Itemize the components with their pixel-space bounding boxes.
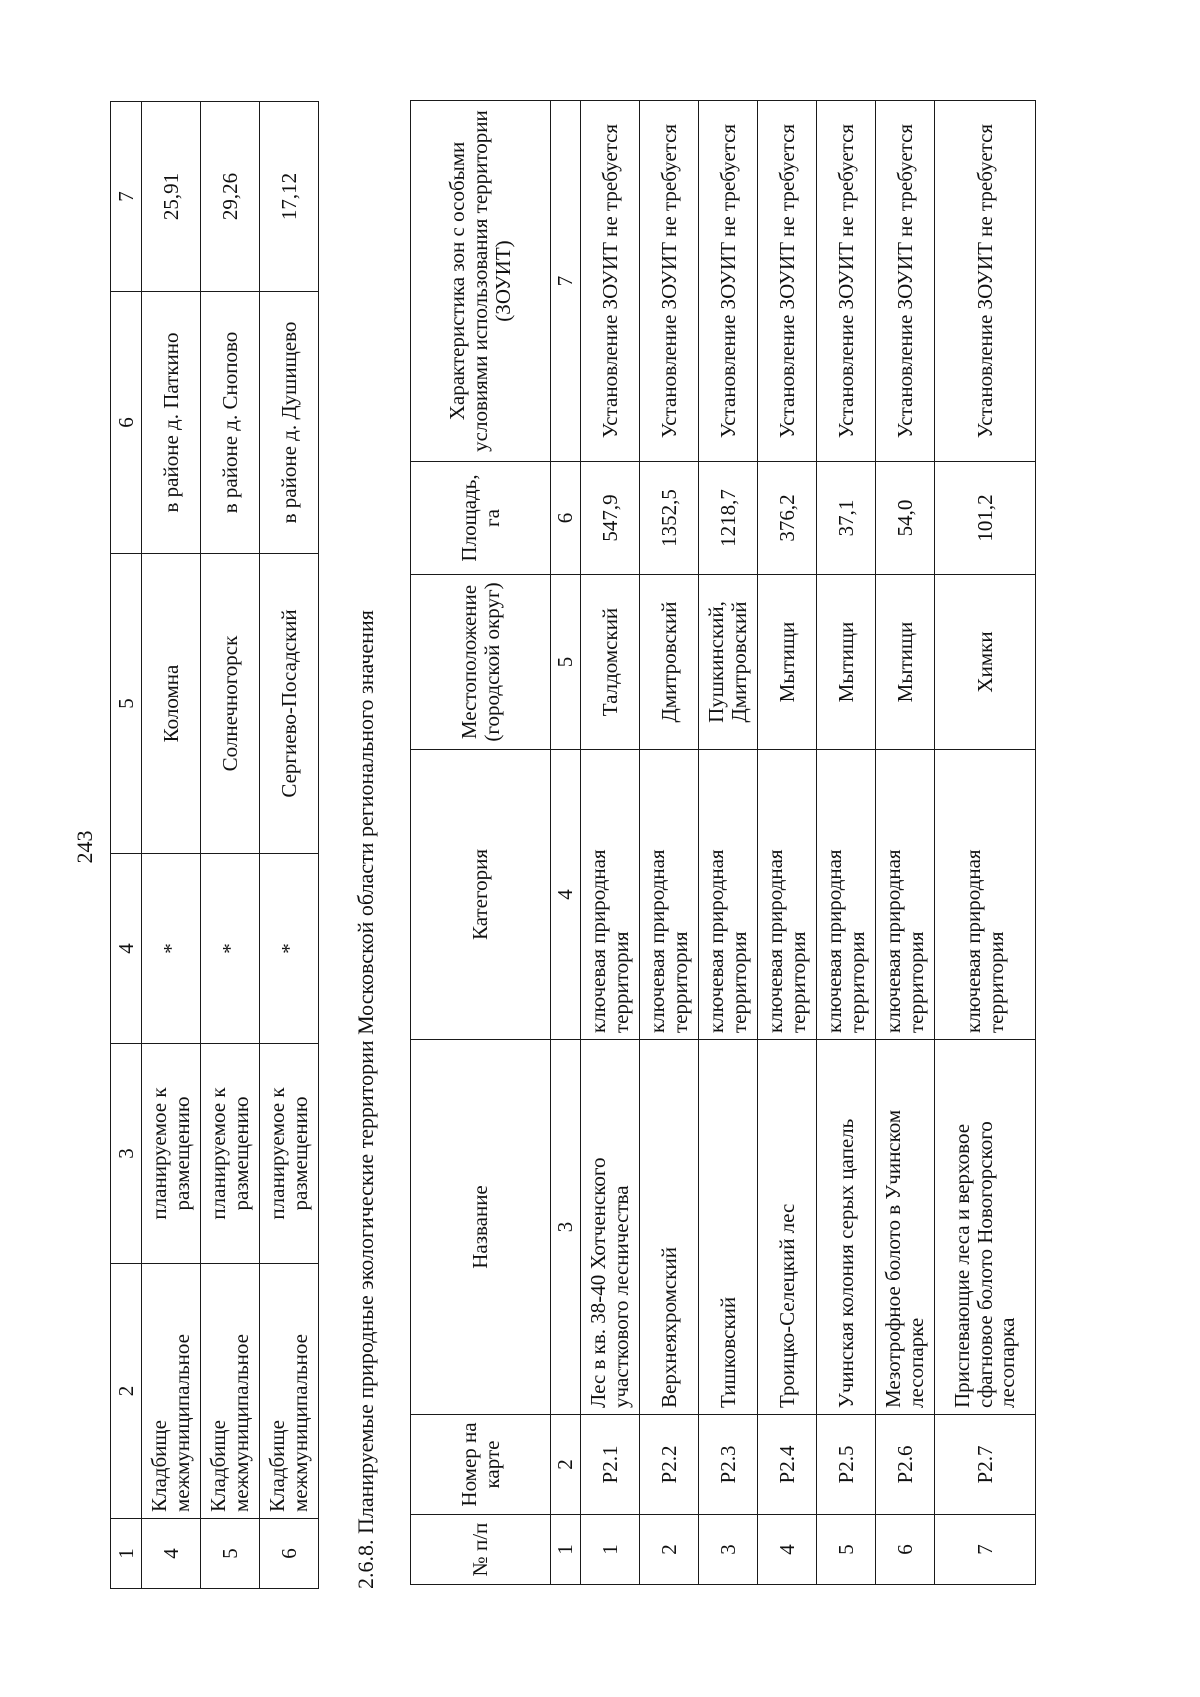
cell-mark: *	[142, 854, 201, 1044]
page-number: 243	[72, 830, 97, 864]
cell-location: Талдомский	[581, 575, 640, 750]
table-row	[758, 101, 817, 1585]
cell-n: 6	[876, 1515, 935, 1585]
column-number: 3	[551, 1040, 581, 1415]
cell-location: Мытищи	[876, 575, 935, 750]
header-category: Категория	[411, 750, 551, 1040]
cell-status: планируемое к размещению	[142, 1044, 201, 1264]
column-numbers-row	[551, 101, 581, 1585]
cell-code: Р2.2	[640, 1415, 699, 1515]
cell-category: ключевая природная территория	[581, 750, 640, 1040]
cell-n: 1	[581, 1515, 640, 1585]
cell-location: Мытищи	[758, 575, 817, 750]
cell-area: 37,1	[817, 462, 876, 575]
cell-code: Р2.7	[935, 1415, 1036, 1515]
cell-location: Пушкинский, Дмитровский	[699, 575, 758, 750]
cell-code: Р2.6	[876, 1415, 935, 1515]
cell-n: 4	[142, 1519, 201, 1589]
cell-category: ключевая природная территория	[699, 750, 758, 1040]
column-number: 6	[551, 462, 581, 575]
cell-location: Солнечногорск	[201, 554, 260, 854]
cell-area: 17,12	[260, 102, 319, 292]
cell-area: 1352,5	[640, 462, 699, 575]
cell-category: ключевая природная территория	[758, 750, 817, 1040]
cell-zouit: Установление ЗОУИТ не требуется	[699, 101, 758, 462]
cell-area: 54,0	[876, 462, 935, 575]
table-row	[142, 102, 201, 1589]
cell-area: 376,2	[758, 462, 817, 575]
top-table-header	[111, 102, 142, 1589]
cell-n: 2	[640, 1515, 699, 1585]
cell-location: Мытищи	[817, 575, 876, 750]
cell-place: в районе д. Снопово	[201, 292, 260, 554]
main-table-header	[411, 101, 551, 1585]
header-num: № п/п	[411, 1515, 551, 1585]
cell-place: в районе д. Душищево	[260, 292, 319, 554]
cell-type: Кладбище межмуниципальное	[260, 1264, 319, 1519]
cell-name: Учинская колония серых цапель	[817, 1040, 876, 1415]
header-zouit: Характеристика зон с особыми условиями использования территории (ЗОУИТ)	[411, 101, 551, 462]
cell-zouit: Установление ЗОУИТ не требуется	[935, 101, 1036, 462]
column-number: 1	[551, 1515, 581, 1585]
section-caption: 2.6.8. Планируемые природные экологические территории Московской области регионального значения	[353, 610, 378, 1589]
cell-location: Химки	[935, 575, 1036, 750]
cell-name: Верхнеяхромский	[640, 1040, 699, 1415]
cell-name: Приспевающие леса и верховое сфагновое болото Новогорского лесопарка	[935, 1040, 1036, 1415]
header-cell: 2	[111, 1264, 142, 1519]
cell-location: Сергиево-Посадский	[260, 554, 319, 854]
cell-area: 29,26	[201, 102, 260, 292]
header-map-num: Номер на карте	[411, 1415, 551, 1515]
header-location: Местоположение (городской округ)	[411, 575, 551, 750]
main-table	[410, 100, 1036, 1585]
cell-code: Р2.4	[758, 1415, 817, 1515]
cell-status: планируемое к размещению	[260, 1044, 319, 1264]
cell-n: 3	[699, 1515, 758, 1585]
header-cell: 1	[111, 1519, 142, 1589]
cell-zouit: Установление ЗОУИТ не требуется	[581, 101, 640, 462]
cell-category: ключевая природная территория	[935, 750, 1036, 1040]
cell-n: 6	[260, 1519, 319, 1589]
header-area: Площадь, га	[411, 462, 551, 575]
cell-code: Р2.1	[581, 1415, 640, 1515]
top-table	[110, 101, 319, 1589]
column-number: 2	[551, 1415, 581, 1515]
cell-category: ключевая природная территория	[640, 750, 699, 1040]
cell-location: Дмитровский	[640, 575, 699, 750]
cell-status: планируемое к размещению	[201, 1044, 260, 1264]
cell-area: 547,9	[581, 462, 640, 575]
cell-area: 101,2	[935, 462, 1036, 575]
cell-name: Мезотрофное болото в Учинском лесопарке	[876, 1040, 935, 1415]
cell-zouit: Установление ЗОУИТ не требуется	[758, 101, 817, 462]
cell-place: в районе д. Паткино	[142, 292, 201, 554]
header-cell: 4	[111, 854, 142, 1044]
table-row	[699, 101, 758, 1585]
cell-n: 5	[817, 1515, 876, 1585]
header-name: Название	[411, 1040, 551, 1415]
cell-code: Р2.5	[817, 1415, 876, 1515]
cell-type: Кладбище межмуниципальное	[142, 1264, 201, 1519]
table-row	[817, 101, 876, 1585]
header-cell: 6	[111, 292, 142, 554]
column-number: 5	[551, 575, 581, 750]
cell-name: Тишковский	[699, 1040, 758, 1415]
cell-area: 25,91	[142, 102, 201, 292]
cell-area: 1218,7	[699, 462, 758, 575]
cell-category: ключевая природная территория	[876, 750, 935, 1040]
table-row	[640, 101, 699, 1585]
cell-code: Р2.3	[699, 1415, 758, 1515]
cell-n: 5	[201, 1519, 260, 1589]
table-row	[581, 101, 640, 1585]
header-cell: 7	[111, 102, 142, 292]
cell-n: 7	[935, 1515, 1036, 1585]
cell-zouit: Установление ЗОУИТ не требуется	[817, 101, 876, 462]
cell-n: 4	[758, 1515, 817, 1585]
table-row	[201, 102, 260, 1589]
cell-category: ключевая природная территория	[817, 750, 876, 1040]
cell-zouit: Установление ЗОУИТ не требуется	[640, 101, 699, 462]
table-row	[876, 101, 935, 1585]
cell-mark: *	[260, 854, 319, 1044]
column-number: 4	[551, 750, 581, 1040]
table-row	[260, 102, 319, 1589]
header-cell: 3	[111, 1044, 142, 1264]
cell-name: Лес в кв. 38-40 Хотченского участкового лесничества	[581, 1040, 640, 1415]
header-cell: 5	[111, 554, 142, 854]
column-number: 7	[551, 101, 581, 462]
cell-location: Коломна	[142, 554, 201, 854]
cell-name: Троицко-Селецкий лес	[758, 1040, 817, 1415]
cell-type: Кладбище межмуниципальное	[201, 1264, 260, 1519]
cell-mark: *	[201, 854, 260, 1044]
table-row	[935, 101, 1036, 1585]
cell-zouit: Установление ЗОУИТ не требуется	[876, 101, 935, 462]
